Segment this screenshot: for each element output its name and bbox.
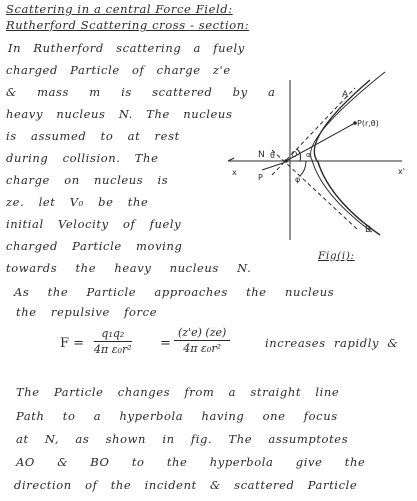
angle-arc-alpha <box>300 161 306 176</box>
equation-rhs: increases rapidly & <box>265 336 399 350</box>
label-impact-p: P <box>258 173 263 182</box>
label-b: B <box>365 225 372 235</box>
intro-line-9: initial Velocity of fuely <box>6 217 182 231</box>
intro-line-5: is assumed to at rest <box>6 129 180 143</box>
page-title: Scattering in a central Force Field: <box>6 2 233 16</box>
label-a: A <box>342 90 349 100</box>
label-x-left: x <box>232 168 237 177</box>
fraction-2-denominator: 4π ε₀r² <box>183 342 221 355</box>
label-phi: φ <box>295 175 301 184</box>
path-line-1: The Particle changes from a straight line <box>16 385 340 399</box>
fraction-1-numerator: q₁q₂ <box>94 327 132 342</box>
intro-line-8: ze. let V₀ be the <box>6 195 149 209</box>
intro-line-6: during collision. The <box>6 151 159 165</box>
label-o: O <box>291 150 298 159</box>
intro-line-2: charged Particle of charge z'e <box>6 63 231 77</box>
path-line-5: direction of the incident & scattered Particle <box>14 478 358 492</box>
intro-line-11: towards the heavy nucleus N. <box>6 261 252 275</box>
force-line-2: the repulsive force <box>16 305 158 319</box>
fraction-1-denominator: 4π ε₀r² <box>94 343 132 356</box>
label-theta: θ <box>270 151 275 160</box>
equation-lhs: F = <box>60 336 85 351</box>
impact-line <box>262 163 283 170</box>
path-line-3: at N, as shown in fig. The assumptotes <box>16 432 349 446</box>
intro-line-7: charge on nucleus is <box>6 173 169 187</box>
path-line-2: Path to a hyperbola having one focus <box>16 409 338 423</box>
label-x-right: x' <box>398 167 405 176</box>
force-line-1: As the Particle approaches the nucleus <box>14 285 335 299</box>
label-n: N <box>258 150 265 160</box>
page-subtitle: Rutherford Scattering cross - section: <box>6 18 250 32</box>
label-p: P(r,θ) <box>357 119 379 128</box>
figure-caption: Fig(i): <box>318 250 355 262</box>
equation-fraction-2 <box>174 326 230 355</box>
intro-line-1: In Rutherford scattering a fuely <box>8 41 245 55</box>
path-line-4: AO & BO to the hyperbola give the <box>16 455 366 469</box>
equation-fraction-1 <box>94 327 132 356</box>
label-alpha: α <box>306 151 311 159</box>
intro-line-4: heavy nucleus N. The nucleus <box>6 107 233 121</box>
fraction-2-numerator: (z'e) (ze) <box>174 326 230 341</box>
intro-line-10: charged Particle moving <box>6 239 183 253</box>
equation-equals: = <box>160 336 171 351</box>
intro-line-3: & mass m is scattered by a <box>6 85 276 99</box>
nucleus-n <box>284 159 288 163</box>
